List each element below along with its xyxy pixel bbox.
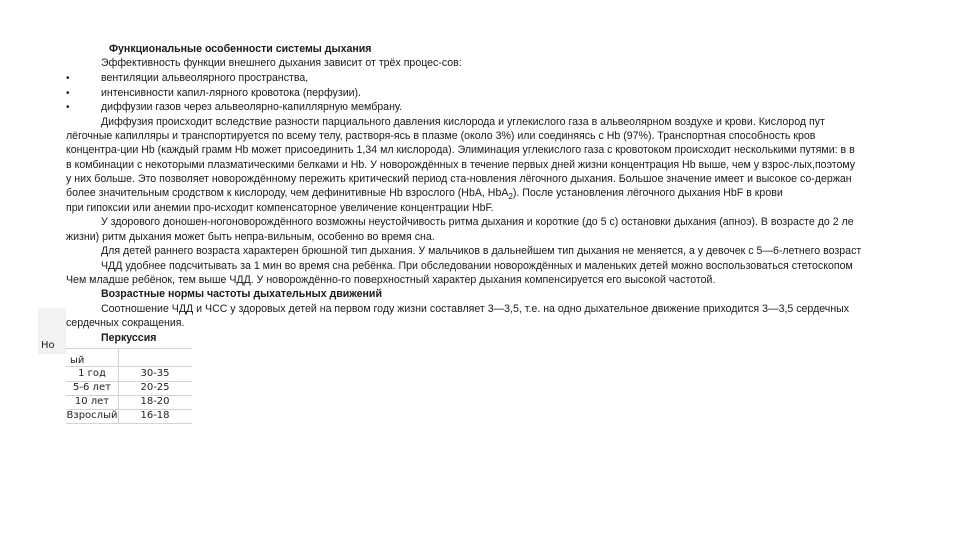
percussion-heading: Перкуссия <box>101 332 157 344</box>
diffusion-paragraph-line: концентра-ции Hb (каждый грамм Hb может присоединить 1,34 мл кислорода). Элиминация углекислого газа с кровотоком происходит несколькими путями: в в <box>66 144 855 156</box>
document-title: Функциональные особенности системы дыхания <box>109 43 372 55</box>
table-divider <box>66 423 192 424</box>
table-cell-rate: 18-20 <box>140 396 170 407</box>
rhythm-paragraph-line: жизни) ритм дыхания может быть непра-вильным, особенно во время сна. <box>66 231 435 243</box>
rhythm-paragraph-line: ЧДД удобнее подсчитывать за 1 мин во время сна ребёнка. При обследовании новорождённых и маленьких детей можно воспользоваться стетоскопом <box>101 260 853 272</box>
diffusion-paragraph-line: в комбинации с некоторыми плазматическими белками и Hb. У новорождённых в течение первых дней жизни концентрация Hb выше, чем у взрос-лых,поэтому <box>66 159 856 171</box>
norms-heading: Возрастные нормы частоты дыхательных движений <box>101 288 382 300</box>
bullet-item: диффузии газов через альвеолярно-капиллярную мембрану. <box>101 101 403 113</box>
table-cell-age: 1 год <box>78 368 106 379</box>
bullet-marker: • <box>66 88 70 99</box>
table-cell-age: 10 лет <box>74 396 110 407</box>
diffusion-paragraph-line: Диффузия происходит вследствие разности парциального давления кислорода и углекислого газа в альвеолярном воздухе и крови. Кислород пут <box>101 116 825 128</box>
table-header-fragment: Но <box>41 340 55 351</box>
table-cell-rate: 30-35 <box>140 368 170 379</box>
intro-paragraph: Эффективность функции внешнего дыхания зависит от трёх процес-сов: <box>101 57 462 69</box>
diffusion-paragraph-line: лёгочные капилляры и транспортируется по всему телу, растворя-ясь в плазме (около 3%) или соединяясь с Hb (97%). Транспортная способность кров <box>66 130 816 142</box>
ratio-paragraph-line: сердечных сокращения. <box>66 317 185 329</box>
diffusion-paragraph-line: у них больше. Это позволяет новорождённому пережить критический период ста-новления лёгочного дыхания. Большое значение имеет и высокое со-держан <box>66 173 852 185</box>
diffusion-line-tail: ). После установления лёгочного дыхания HbF в крови <box>512 187 783 199</box>
rhythm-paragraph-line: У здорового доношен-ногоноворождённого возможны неустойчивость ритма дыхания и короткие (до 5 с) остановки дыхания (апноэ). В возрасте до 2 ле <box>101 216 854 228</box>
table-header-fragment: ый <box>70 355 85 366</box>
table-cell-rate: 16-18 <box>140 410 170 421</box>
subscript-2: 2 <box>508 192 513 202</box>
table-cell-age: 5-6 лет <box>73 382 111 393</box>
rhythm-paragraph-line: Для детей раннего возраста характерен брюшной тип дыхания. У мальчиков в дальнейшем тип дыхания не меняется, а у девочек с 5—6-летнего возраст <box>101 245 862 257</box>
table-divider <box>66 348 192 349</box>
rhythm-paragraph-line: Чем младше ребёнок, тем выше ЧДД. У новорождённо-го поверхностный характер дыхания компенсируется его высокой частотой. <box>66 274 716 286</box>
bullet-marker: • <box>66 102 70 113</box>
bullet-marker: • <box>66 73 70 84</box>
bullet-item: интенсивности капил-лярного кровотока (перфузии). <box>101 87 361 99</box>
bullet-item: вентиляции альвеолярного пространства, <box>101 72 309 84</box>
diffusion-line-text: более значительным сродством к кислороду, чем дефинитивные Hb взрослого (HbA, HbA <box>66 187 509 199</box>
diffusion-paragraph-line: при гипоксии или анемии про-исходит компенсаторное увеличение концентрации HbF. <box>66 202 494 214</box>
table-cell-rate: 20-25 <box>140 382 170 393</box>
ratio-paragraph-line: Соотношение ЧДД и ЧСС у здоровых детей на первом году жизни составляет 3—3,5, т.е. на одно дыхательное движение приходится 3—3,5 сердечных <box>101 303 850 315</box>
table-cell-age: Взрослый <box>66 410 118 421</box>
age-norms-table <box>38 308 192 424</box>
diffusion-paragraph-line <box>66 187 783 203</box>
